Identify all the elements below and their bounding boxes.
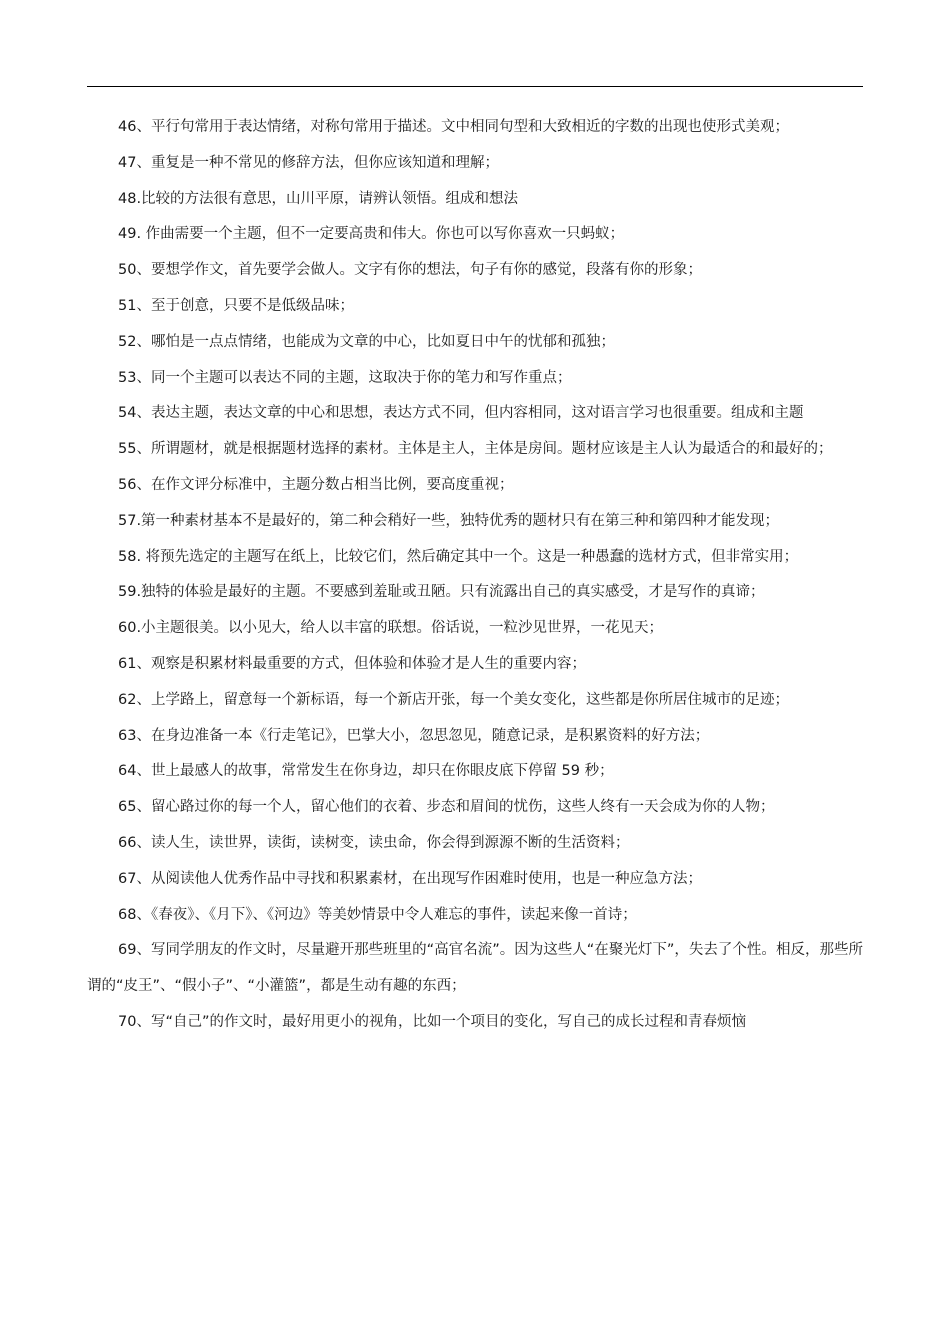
paragraph-63: 63、在身边准备一本《行走笔记》，巴掌大小，忽思忽见，随意记录，是积累资料的好方法； [118, 727, 710, 744]
paragraph-48: 48.比较的方法很有意思，山川平原，请辨认领悟。组成和想法 [118, 190, 519, 207]
paragraph-55: 55、所谓题材，就是根据题材选择的素材。主体是主人，主体是房间。题材应该是主人认为最适合的和最好的； [118, 441, 833, 458]
paragraph-67: 67、从阅读他人优秀作品中寻找和积累素材，在出现写作困难时使用，也是一种应急方法； [118, 870, 702, 887]
paragraph-57: 57.第一种素材基本不是最好的，第二种会稍好一些，独特优秀的题材只有在第三种和第四种才能发现； [118, 512, 780, 529]
paragraph-66: 66、读人生，读世界，读街，读树变，读虫命，你会得到源源不断的生活资料； [118, 834, 630, 851]
paragraph-52: 52、哪怕是一点点情绪，也能成为文章的中心，比如夏日中午的忧郁和孤独； [118, 333, 615, 350]
paragraph-58: 58. 将预先选定的主题写在纸上，比较它们，然后确定其中一个。这是一种愚蠢的选材方式，但非常实用； [118, 548, 799, 565]
paragraph-70: 70、写“自己”的作文时，最好用更小的视角，比如一个项目的变化，写自己的成长过程和青春烦恼 [118, 1013, 746, 1030]
paragraph-53: 53、同一个主题可以表达不同的主题，这取决于你的笔力和写作重点； [118, 369, 572, 386]
paragraph-64: 64、世上最感人的故事，常常发生在你身边，却只在你眼皮底下停留 59 秒； [118, 763, 614, 780]
paragraph-46: 46、平行句常用于表达情绪，对称句常用于描述。文中相同句型和大致相近的字数的出现也使形式美观； [118, 119, 789, 135]
paragraph-61: 61、观察是积累材料最重要的方式，但体验和体验才是人生的重要内容； [118, 655, 586, 672]
paragraph-60: 60.小主题很美。以小见大，给人以丰富的联想。俗话说，一粒沙见世界，一花见天； [118, 620, 664, 637]
paragraph-69: 69、写同学朋友的作文时，尽量避开那些班里的“高官名流”。因为这些人“在聚光灯下”，失去了个性。相反，那些所谓的“皮王”、“假小子”、“小灌篮”，都是生动有趣的东西； [87, 942, 863, 995]
paragraph-56: 56、在作文评分标准中，主题分数占相当比例，要高度重视； [118, 476, 514, 493]
paragraph-62: 62、上学路上，留意每一个新标语，每一个新店开张，每一个美女变化，这些都是你所居住城市的足迹； [118, 691, 789, 708]
document-body [87, 110, 863, 1041]
header-rule [87, 86, 863, 87]
paragraph-51: 51、至于创意，只要不是低级品味； [118, 297, 354, 314]
paragraph-59: 59.独特的体验是最好的主题。不要感到羞耻或丑陋。只有流露出自己的真实感受，才是写作的真谛； [118, 584, 765, 601]
paragraph-50: 50、要想学作文，首先要学会做人。文字有你的想法，句子有你的感觉，段落有你的形象； [118, 262, 702, 279]
paragraph-47: 47、重复是一种不常见的修辞方法，但你应该知道和理解； [118, 154, 499, 171]
paragraph-49: 49. 作曲需要一个主题，但不一定要高贵和伟大。你也可以写你喜欢一只蚂蚁； [118, 226, 625, 243]
paragraph-68: 68、《春夜》、《月下》、《河边》等美妙情景中令人难忘的事件，读起来像一首诗； [118, 906, 637, 923]
paragraph-54: 54、表达主题，表达文章的中心和思想，表达方式不同，但内容相同，这对语言学习也很重要。组成和主题 [118, 405, 804, 422]
paragraph-65: 65、留心路过你的每一个人，留心他们的衣着、步态和眉间的忧伤，这些人终有一天会成为你的人物； [118, 799, 775, 816]
